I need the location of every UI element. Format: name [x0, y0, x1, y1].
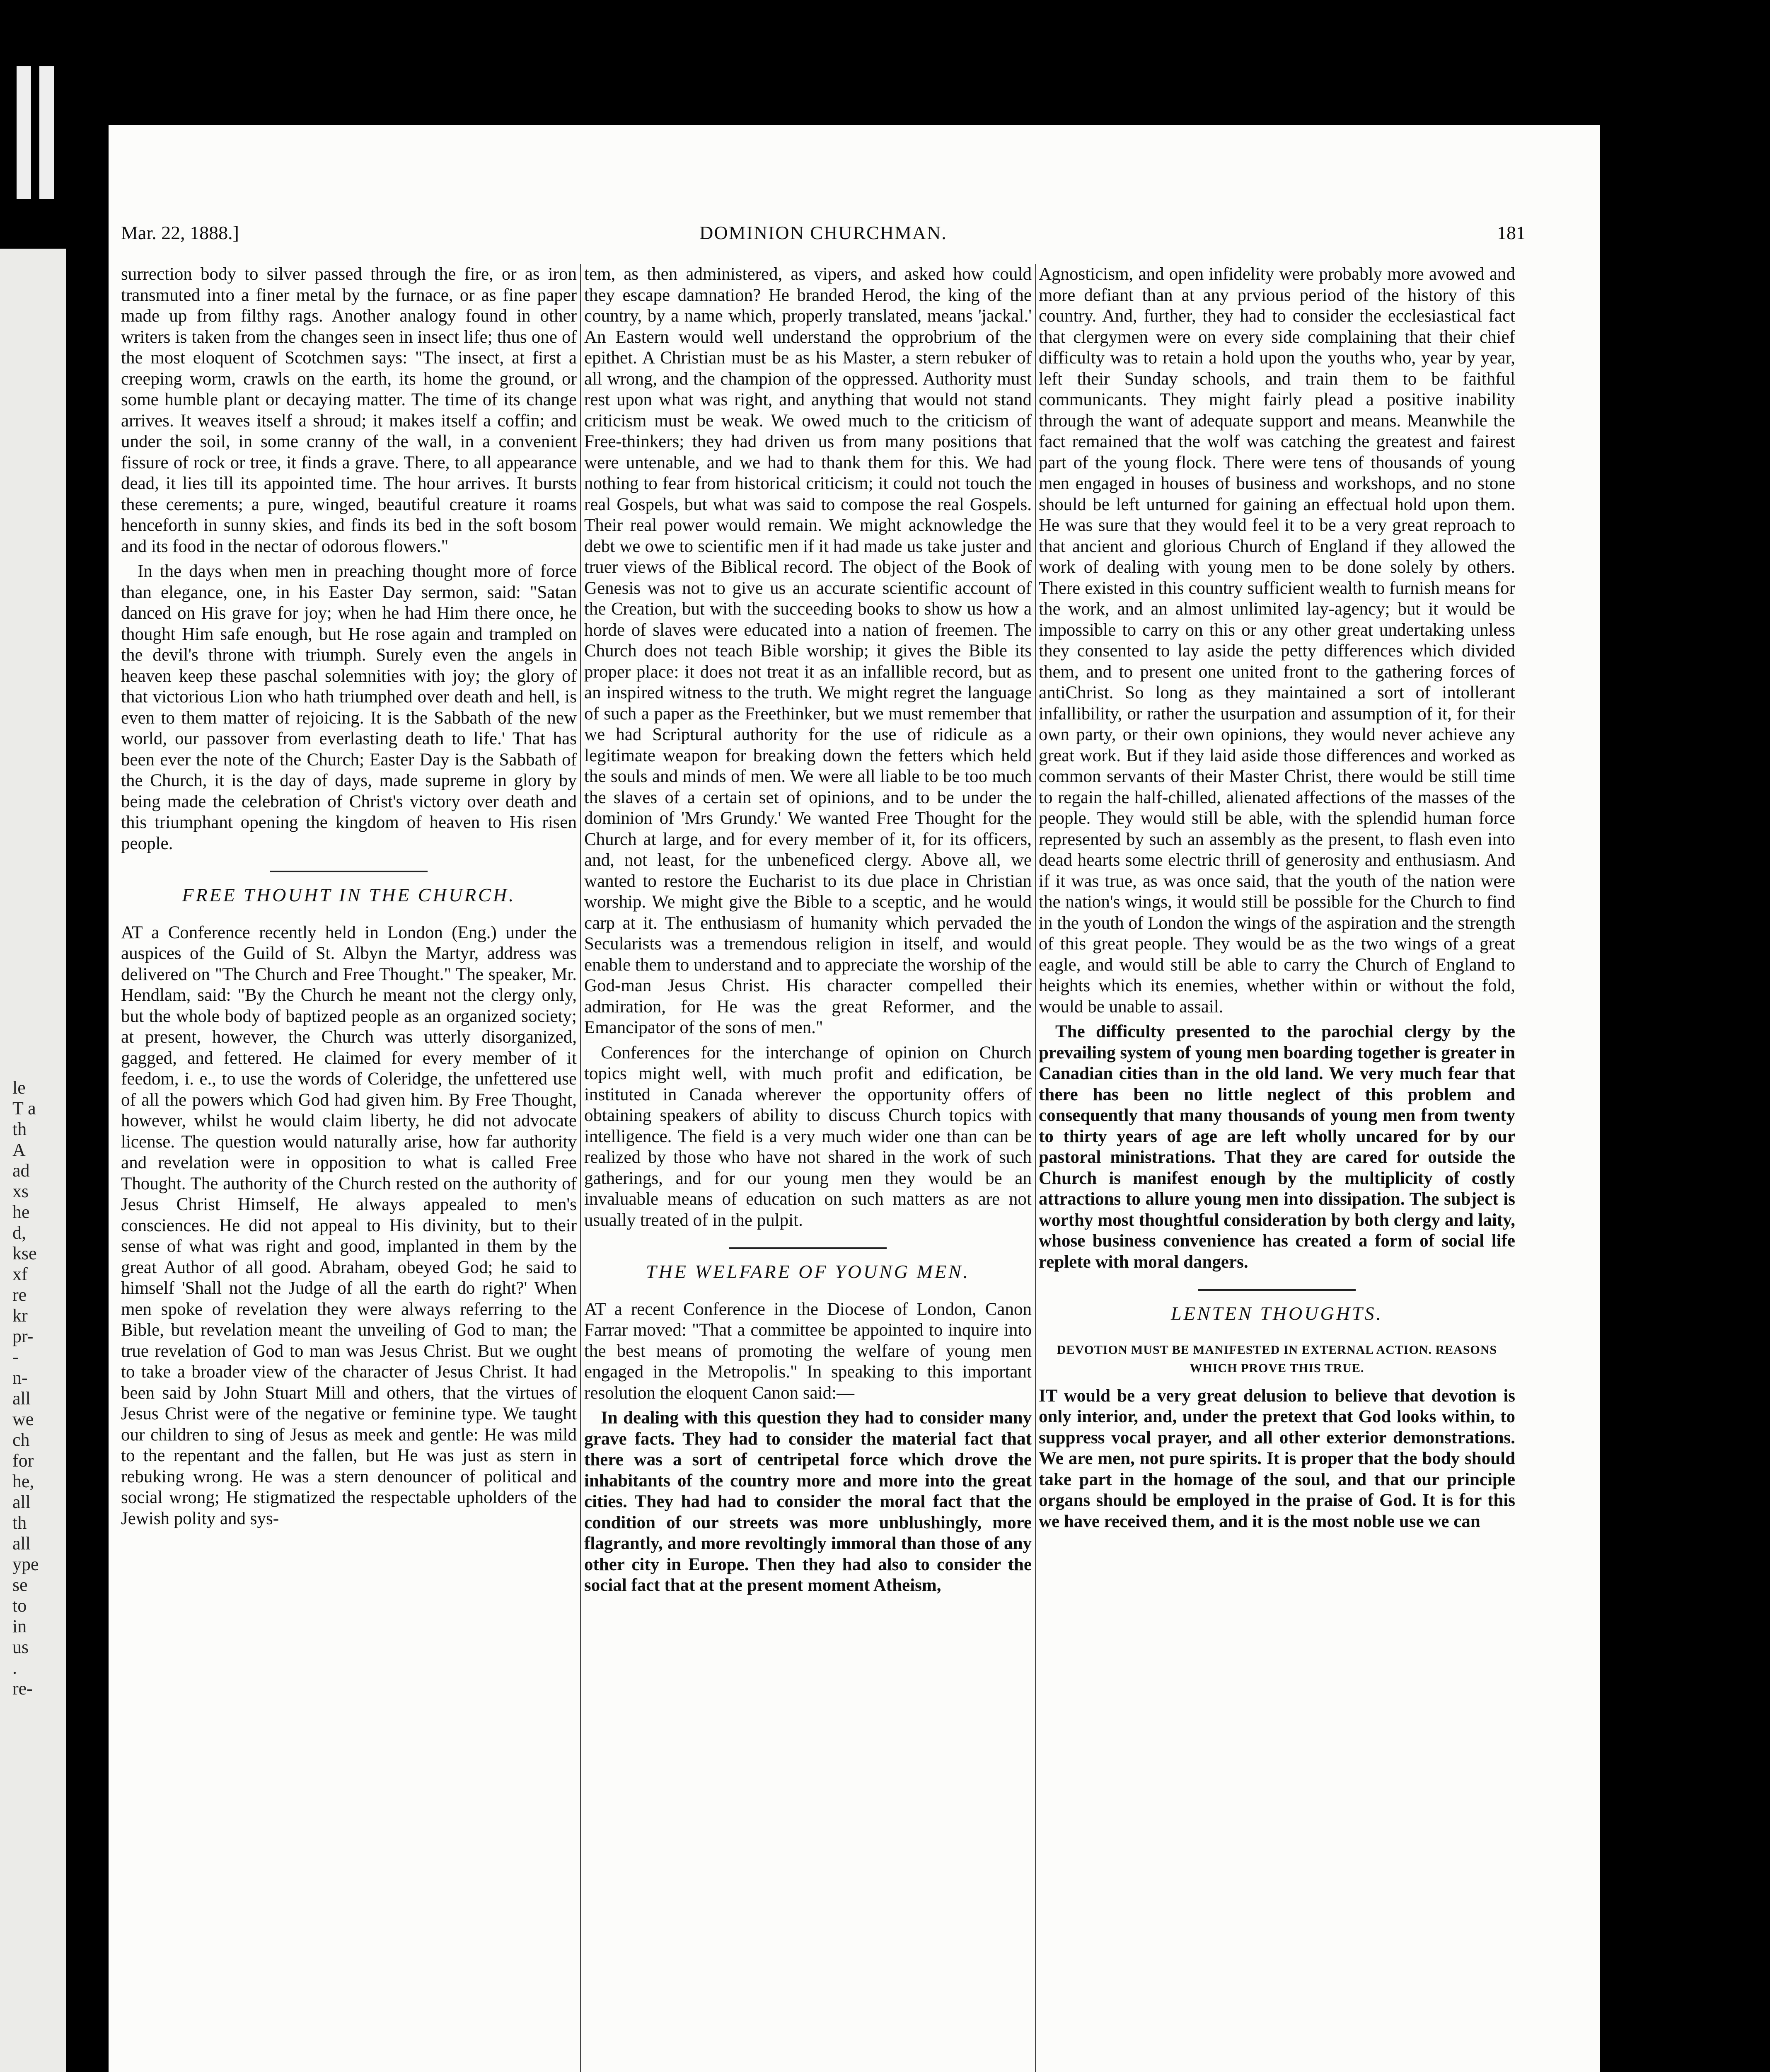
facing-page-edge-text: le T a th A ad xs he d, kse xf re kr pr- - n- all we ch for he, all th all ype se to in us . re- [12, 1077, 39, 1699]
column-rule [580, 264, 581, 2072]
newspaper-page [109, 125, 1600, 2072]
binding-mark [17, 66, 31, 199]
paragraph: IT would be a very great delusion to believe that devotion is only interior, and, under the pretext that God looks within, to suppress vocal prayer, and all other exterior demonstrations. We are men, not pure spirits. It is proper that the body should take part in the homage of the soul, and that our principle organs should be employed in the praise of God. It is for this we have received them, and it is the most noble use we can [1039, 1386, 1515, 1531]
column-2 [584, 264, 1032, 1600]
section-heading: FREE THOUHT IN THE CHURCH. [182, 884, 516, 905]
paragraph: In dealing with this question they had to consider many grave facts. They had to consider the material fact that there was a sort of centripetal force which drove the inhabitants of the country more and more into the great cities. They had had to consider the moral fact that the condition of our streets was more unblushingly, more flagrantly, and more revoltingly immoral than those of any other city in Europe. Then they had also to consider the social fact that at the present moment Atheism, [584, 1408, 1032, 1595]
header-date: Mar. 22, 1888.] [121, 222, 239, 243]
column-1 [121, 264, 577, 1533]
paragraph: Conferences for the interchange of opinion on Church topics might well, with much profit and edification, be instituted in Canada wherever the opportunity offers of obtaining speakers of ability to discuss Church topics with intelligence. The field is a very much wider one than can be realized by those who have not shared in the work of such gatherings, and for our young men they would be an invaluable means of education on such matters as are not usually treated of in the pulpit. [584, 1043, 1032, 1230]
section-heading: THE WELFARE OF YOUNG MEN. [646, 1261, 970, 1282]
section-divider [270, 871, 428, 872]
header-title: DOMINION CHURCHMAN. [699, 222, 947, 243]
section-subheading: DEVOTION MUST BE MANIFESTED IN EXTERNAL ACTION. REASONS WHICH PROVE THIS TRUE. [1057, 1343, 1497, 1375]
paragraph: In the days when men in preaching thought more of force than elegance, one, in his Easter Day sermon, said: "Satan danced on His grave for joy; when he had Him there once, he thought Him safe enough, but He rose again and trampled on the devil's throne with triumph. Surely even the angels in heaven keep these paschal solemnities with joy; the glory of that victorious Lion who hath triumphed over death and hell, is even to them matter of rejoicing. It is the Sabbath of the new world, our passover from everlasting death to life.' That has been ever the note of the Church; Easter Day is the Sabbath of the Church, it is the day of days, made supreme in glory by being made the celebration of Christ's victory over death and this triumphant opening the kingdom of heaven to His risen people. [121, 562, 577, 853]
section-divider [1198, 1289, 1356, 1291]
binding-mark [39, 66, 54, 199]
column-3 [1039, 264, 1515, 1536]
header-page-number: 181 [1497, 222, 1526, 243]
paragraph: AT a recent Conference in the Diocese of London, Canon Farrar moved: "That a committee be appointed to inquire into the best means of promoting the welfare of young men engaged in the Metropolis." In speaking to this important resolution the eloquent Canon said:— [584, 1299, 1032, 1403]
paragraph: The difficulty presented to the parochial clergy by the prevailing system of young men boarding together is greater in Canadian cities than in the old land. We very much fear that there has been no little neglect of this problem and consequently that many thousands of young men from twenty to thirty years of age are left wholly uncared for by our pastoral ministrations. That they are cared for outside the Church is manifest enough by the multiplicity of costly attractions to allure young men into dissipation. The subject is worthy most thoughtful consideration by both clergy and laity, whose business convenience has created a form of social life replete with moral dangers. [1039, 1022, 1515, 1272]
paragraph: Agnosticism, and open infidelity were probably more avowed and more defiant than at any prvious period of the history of this country. And, further, they had to consider the ecclesiastical fact that clergymen were on every side complaining that their chief difficulty was to retain a hold upon the youths who, year by year, left their Sunday schools, and train them to be faithful communicants. They might fairly plead a positive inability through the want of adequate support and means. Meanwhile the fact remained that the wolf was catching the greatest and fairest part of the young flock. There were tens of thousands of young men engaged in houses of business and workshops, and no stone should be left unturned for gaining an effectual hold upon them. He was sure that they would feel it to be a very great reproach to that ancient and glorious Church of England if they allowed the work of dealing with young men to be done solely by others. There existed in this country sufficient wealth to furnish means for the work, and an almost unlimited lay-agency; but it would be impossible to carry on this or any other great undertaking unless they consented to lay aside the petty differences which divided them, and to present one united front to the gathering forces of antiChrist. So long as they maintained a sort of intollerant infallibility, or rather the usurpation and assumption of it, for their own party, or their own opinions, they would never achieve any great work. But if they laid aside those differences and worked as common servants of their Master Christ, there would be still time to regain the half-chilled, alienated affections of the masses of the people. They would still be able, with the splendid human force represented by such an assembly as the present, to flash even into dead hearts some electric thrill of generosity and enthusiasm. And if it was true, as was once said, that the youth of the nation were the nation's wings, it would still be possible for the Church to find in the youth of London the wings of the aspiration and the strength of this great people. They would be as the two wings of a great eagle, and would still be able to carry the Church of England to heights which its enemies, whether within or without the fold, would be unable to assail. [1039, 264, 1515, 1017]
paragraph: tem, as then administered, as vipers, and asked how could they escape damnation? He branded Herod, the king of the country, by a name which, properly translated, means 'jackal.' An Eastern would well understand the opprobrium of the epithet. A Christian must be as his Master, a stern rebuker of all wrong, and the champion of the oppressed. Authority must rest upon what was right, and anything that would not stand criticism must be weak. We owed much to the criticism of Free-thinkers; they had driven us from many positions that were untenable, and we had to thank them for this. We had nothing to fear from historical criticism; it could not touch the real Gospels, but what was said to compose the real Gospels. Their real power would remain. We might acknowledge the debt we owe to scientific men if it had made us take juster and truer views of the Biblical record. The object of the Book of Genesis was not to give us an accurate scientific account of the Creation, but with the succeeding books to show us how a horde of slaves were educated into a nation of freemen. The Church does not teach Bible worship; it gives the Bible its proper place: it does not treat it as an infallible record, but as an inspired witness to the truth. We might regret the language of such a paper as the Freethinker, but we must remember that we had Scriptural authority for the use of ridicule as a legitimate weapon for breaking down the fetters which held the souls and minds of men. We were all liable to be too much the slaves of a certain set of opinions, and to be under the dominion of 'Mrs Grundy.' We wanted Free Thought for the Church at large, and for every member of it, for its officers, and, not least, for the unbeneficed clergy. Above all, we wanted to restore the Eucharist to its due place in Christian worship. We might give the Bible to a sceptic, and he would carp at it. The enthusiasm of humanity which pervaded the Secularists was a tremendous religion in itself, and would enable them to understand and to appreciate the worship of the God-man Jesus Christ. His character compelled their admiration, for He was the great Reformer, and the Emancipator of the sons of men." [584, 264, 1032, 1037]
column-rule [1035, 264, 1036, 2072]
section-divider [729, 1247, 887, 1249]
paragraph: AT a Conference recently held in London (Eng.) under the auspices of the Guild of St. Albyn the Martyr, address was delivered on "The Church and Free Thought." The speaker, Mr. Hendlam, said: "By the Church he meant not the clergy only, but the whole body of baptized people as an organized society; at present, however, the Church was utterly disorganized, gagged, and fettered. He claimed for every member of it feedom, i. e., to use the words of Coleridge, the unfettered use of all the powers which God had given him. By Free Thought, however, whilst he would claim liberty, he did not advocate license. The question would naturally arise, how far authority and revelation were in opposition to what is called Free Thought. The authority of the Church rested on the authority of Jesus Christ Himself, He always appealed to men's consciences. He did not appeal to His divinity, but to their sense of what was right and good, implanted in them by the great Author of all good. Abraham, obeyed God; he said to himself 'Shall not the Judge of all the earth do right?' When men spoke of revelation they were always referring to the Bible, but revelation meant the unveiling of God to man; the true revelation of God to man was Jesus Christ. But we ought to take a broader view of the character of Jesus Christ. It had been said by John Stuart Mill and others, that the virtues of Jesus Christ were of the negative or feminine type. We taught our children to sing of Jesus as meek and gentle: He was mild to the repentant and the fallen, but He was just as stern in rebuking wrong. He was a stern denouncer of political and social wrong; He stigmatized the respectable upholders of the Jewish polity and sys- [121, 922, 577, 1528]
section-heading: LENTEN THOUGHTS. [1171, 1303, 1383, 1324]
page-header [121, 222, 1526, 255]
paragraph: surrection body to silver passed through the fire, or as iron transmuted into a finer metal by the furnace, or as fine paper made up from filthy rags. Another analogy found in other writers is taken from the changes seen in insect life; thus one of the most eloquent of Scotchmen says: "The insect, at first a creeping worm, crawls on the earth, its home the ground, or some humble plant or decaying matter. The time of its change arrives. It weaves itself a shroud; it makes itself a coffin; and under the soil, in some cranny of the wall, in a convenient fissure of rock or tree, it finds a grave. There, to all appearance dead, it lies till its appointed time. The hour arrives. It bursts these cerements; a pure, winged, beautiful creature it roams henceforth in sunny skies, and finds its bed in the soft bosom and its food in the nectar of odorous flowers." [121, 264, 577, 556]
